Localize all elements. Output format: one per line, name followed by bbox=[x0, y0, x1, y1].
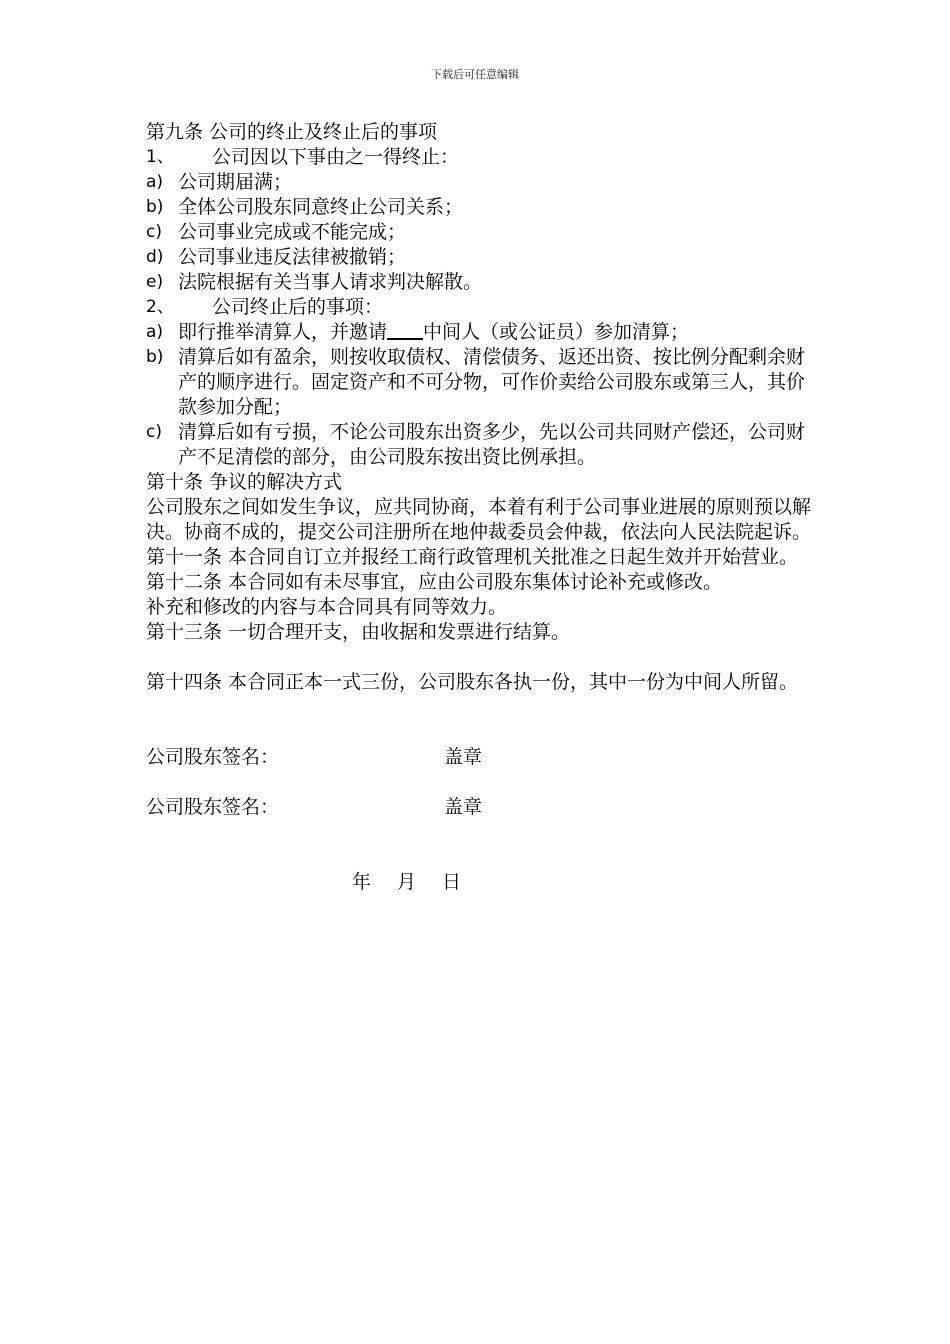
list-marker: b) bbox=[146, 347, 164, 367]
page-header: 下载后可任意编辑 bbox=[431, 68, 519, 81]
article-13-text: 第十三条 一切合理开支，由收据和发票进行结算。 bbox=[146, 621, 571, 643]
list-marker: c) bbox=[146, 222, 162, 242]
list-marker: e) bbox=[146, 272, 164, 292]
list-item-text: 公司期届满； bbox=[178, 171, 293, 193]
text-before-blank: 即行推举清算人，并邀请 bbox=[178, 321, 388, 343]
signature-line bbox=[146, 795, 816, 820]
signature-label: 公司股东签名： bbox=[146, 746, 280, 768]
list-item-text: 全体公司股东同意终止公司关系； bbox=[178, 196, 464, 218]
list-item bbox=[146, 170, 816, 195]
article-14-text: 第十四条 本合同正本一式三份，公司股东各执一份，其中一份为中间人所留。 bbox=[146, 671, 799, 693]
signature-line bbox=[146, 745, 816, 770]
article-9-clause-1 bbox=[146, 145, 816, 170]
day-label: 日 bbox=[442, 871, 462, 893]
article-11-text: 第十一条 本合同自订立并报经工商行政管理机关批准之日起生效并开始营业。 bbox=[146, 546, 799, 568]
article-12-line-1: 第十二条 本合同如有未尽事宜，应由公司股东集体讨论补充或修改。 bbox=[146, 571, 723, 593]
list-marker: d) bbox=[146, 247, 164, 267]
list-item bbox=[146, 245, 816, 270]
list-marker: a) bbox=[146, 172, 164, 192]
clause-number: 1、 bbox=[146, 147, 174, 167]
list-item-text: 清算后如有盈余，则按收取债权、清偿债务、返还出资、按比例分配剩余财产的顺序进行。固定资产和不可分物，可作价卖给公司股东或第三人，其价款参加分配； bbox=[178, 346, 806, 418]
list-marker: a) bbox=[146, 322, 164, 342]
seal-label: 盖章 bbox=[444, 796, 483, 818]
list-item bbox=[146, 420, 816, 470]
article-12-line-2: 补充和修改的内容与本合同具有同等效力。 bbox=[146, 596, 508, 618]
list-item-text: 清算后如有亏损，不论公司股东出资多少，先以公司共同财产偿还，公司财产不足清偿的部分，由公司股东按出资比例承担。 bbox=[178, 421, 806, 468]
list-item bbox=[146, 270, 816, 295]
list-item bbox=[146, 345, 816, 420]
list-item bbox=[146, 320, 816, 345]
clause-number: 2、 bbox=[146, 297, 174, 317]
text-after-blank: 中间人（或公证员）参加清算； bbox=[423, 321, 690, 343]
signature-label: 公司股东签名： bbox=[146, 796, 280, 818]
list-item-text bbox=[178, 320, 816, 345]
list-marker: c) bbox=[146, 422, 162, 442]
clause-text: 公司因以下事由之一得终止： bbox=[212, 146, 460, 168]
list-item bbox=[146, 220, 816, 245]
article-10-text: 公司股东之间如发生争议，应共同协商，本着有利于公司事业进展的原则预以解决。协商不成的，提交公司注册所在地仲裁委员会仲裁，依法向人民法院起诉。 bbox=[146, 496, 812, 543]
article-10-title: 第十条 争议的解决方式 bbox=[146, 471, 343, 493]
year-label: 年 bbox=[352, 871, 372, 893]
document-body bbox=[146, 120, 816, 895]
seal-label: 盖章 bbox=[444, 746, 483, 768]
article-9-title: 第九条 公司的终止及终止后的事项 bbox=[146, 121, 438, 143]
month-label: 月 bbox=[397, 871, 417, 893]
list-item bbox=[146, 195, 816, 220]
clause-text: 公司终止后的事项： bbox=[212, 296, 384, 318]
list-item-text: 法院根据有关当事人请求判决解散。 bbox=[178, 271, 483, 293]
date-line bbox=[146, 870, 816, 895]
list-item-text: 公司事业违反法律被撤销； bbox=[178, 246, 407, 268]
list-item-text: 公司事业完成或不能完成； bbox=[178, 221, 407, 243]
list-marker: b) bbox=[146, 197, 164, 217]
fill-in-blank[interactable] bbox=[387, 320, 423, 340]
article-9-clause-2 bbox=[146, 295, 816, 320]
